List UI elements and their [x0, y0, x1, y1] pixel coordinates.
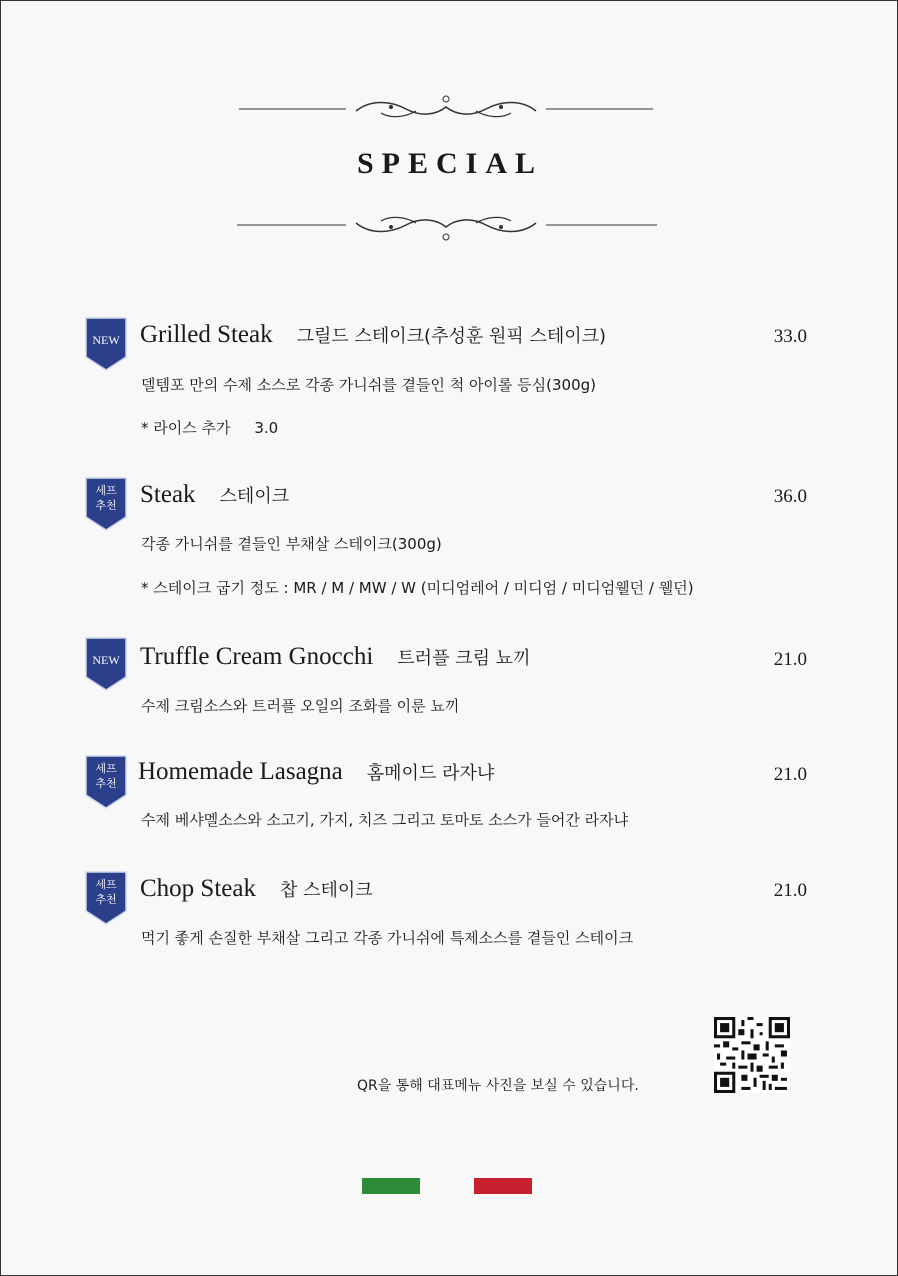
item-note: * 스테이크 굽기 정도 : MR / M / MW / W (미디엄레어 / 미디엄 / 미디엄웰던 / 웰던): [141, 579, 694, 597]
item-korean-name: 스테이크: [219, 486, 290, 507]
chef-recommend-badge: [85, 755, 127, 809]
top-ornament-divider: [231, 89, 661, 129]
item-english-name: Homemade Lasagna: [138, 758, 343, 785]
badge-label: 세프 추천: [95, 762, 117, 790]
item-korean-name: 트러플 크림 뇨끼: [397, 648, 531, 669]
item-name: [140, 643, 530, 671]
item-description: 수제 베샤멜소스와 소고기, 가지, 치즈 그리고 토마토 소스가 들어간 라자냐: [141, 811, 629, 829]
new-badge: [85, 637, 127, 691]
item-name: [138, 758, 494, 786]
badge-label: 세프 추천: [95, 484, 117, 512]
flag-stripe-red: [474, 1178, 532, 1194]
item-price: 21.0: [773, 880, 807, 901]
item-korean-name: 그릴드 스테이크(추성훈 원픽 스테이크): [296, 326, 607, 347]
item-korean-name: 찹 스테이크: [279, 880, 373, 901]
item-description: 각종 가니쉬를 곁들인 부채살 스테이크(300g): [141, 535, 442, 553]
item-price: 33.0: [773, 326, 807, 347]
chef-recommend-badge: [85, 477, 127, 531]
badge-label: 세프 추천: [95, 878, 117, 906]
item-name: [140, 875, 373, 903]
bottom-ornament-divider: [231, 207, 661, 247]
item-english-name: Truffle Cream Gnocchi: [140, 643, 374, 670]
item-description: 먹기 좋게 손질한 부채살 그리고 각종 가니쉬에 특제소스를 곁들인 스테이크: [141, 929, 634, 947]
item-english-name: Chop Steak: [140, 875, 256, 902]
badge-label: NEW: [92, 333, 120, 347]
item-note: * 라이스 추가 3.0: [141, 419, 279, 437]
new-badge: [85, 317, 127, 371]
page-title: SPECIAL: [356, 147, 544, 180]
item-english-name: Grilled Steak: [140, 321, 273, 348]
item-description: 수제 크림소스와 트러플 오일의 조화를 이룬 뇨끼: [141, 697, 460, 715]
item-description: 델템포 만의 수제 소스로 각종 가니쉬를 곁들인 척 아이롤 등심(300g): [141, 376, 597, 394]
chef-recommend-badge: [85, 871, 127, 925]
item-english-name: Steak: [140, 481, 196, 508]
item-korean-name: 홈메이드 라자냐: [366, 763, 495, 784]
qr-code-icon[interactable]: [714, 1017, 790, 1093]
item-price: 21.0: [773, 764, 807, 785]
item-price: 36.0: [773, 486, 807, 507]
flag-stripe-green: [362, 1178, 420, 1194]
item-name: [140, 481, 289, 509]
qr-caption: QR을 통해 대표메뉴 사진을 보실 수 있습니다.: [357, 1078, 639, 1094]
item-name: [140, 321, 606, 349]
badge-label: NEW: [92, 653, 120, 667]
item-price: 21.0: [773, 649, 807, 670]
